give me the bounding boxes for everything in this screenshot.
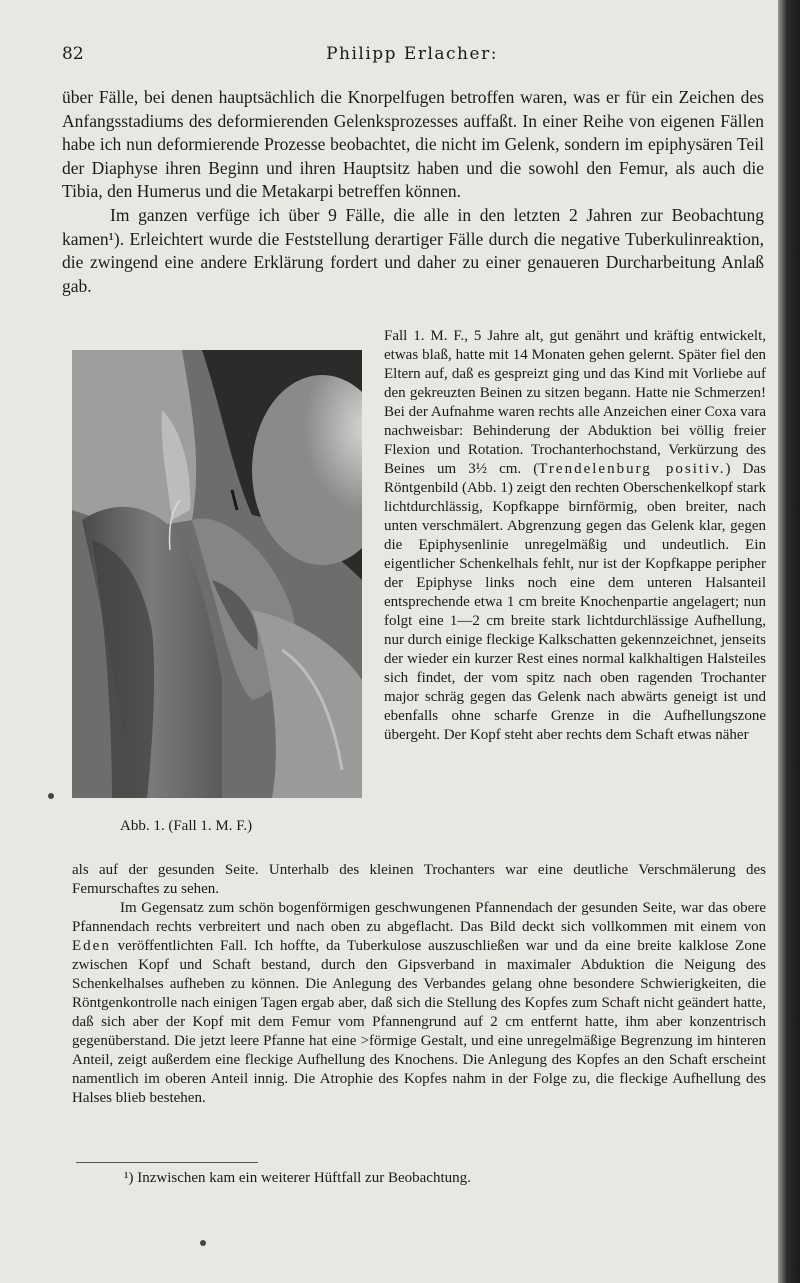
author-name-eden: Eden (72, 938, 111, 954)
print-speck (200, 1240, 206, 1246)
case-text-spaced: Trendelenburg positiv. (538, 461, 726, 477)
case-paragraph-2-b: veröffentlichten Fall. Ich hoffte, da Tuberkulose auszuschließen war und da eine breite kalklose Zone zwischen Kopf und Schaft bestand, durch den Gipsverband in maximaler Abduktion die Neigung des Schenkelhalses aufheben zu können. Die Anlegung des Verbandes gelang ohne besondere Schwierigkeiten, die Röntgenkontrolle nach einigen Tagen ergab aber, daß sich die Stellung des Kopfes zum Schaft nicht geändert hatte, daß sich aber der Kopf mit dem Femur vom Pfannengrund auf 2 cm entfernt hatte, ihm aber konzentrisch gegenüberstand. Die jetzt leere Pfanne hat eine >förmige Gestalt, und eine unregelmäßige Begrenzung im hinteren Anteil, zeigt außerdem eine fleckige Aufhellung des Knochens. Die Anlegung des Kopfes an den Schaft erscheint namentlich im oberen Anteil innig. Die Atrophie des Kopfes nahm in der Folge zu, die fleckige Aufhellung des Halses blieb bestehen. (72, 938, 766, 1106)
page-number: 82 (62, 44, 84, 64)
intro-paragraph-1: über Fälle, bei denen hauptsächlich die Knorpelfugen betroffen waren, was er für ein Zeichen des Anfangsstadiums des deformierenden Gelenksprozesses auffaßt. In einer Reihe von eigenen Fällen habe ich nun deformierende Prozesse beobachtet, die nicht im Gelenk, sondern im epiphysären Teil der Diaphyse ihren Beginn und ihren Hauptsitz haben und die sowohl den Femur, als auch die Tibia, den Humerus und die Metakarpi betreffen können. (62, 87, 764, 202)
case-paragraph-2 (72, 899, 766, 1108)
case-paragraph-2-a: Im Gegensatz zum schön bogenförmigen geschwungenen Pfannendach der gesunden Seite, war das obere Pfannendach rechts verbreitert und nach oben zu abgeflacht. Das Bild deckt sich vollkommen mit einem von (72, 900, 766, 935)
intro-text (62, 86, 764, 298)
case-report-text (384, 327, 766, 745)
case-report-continuation (72, 861, 766, 1108)
xray-figure (72, 350, 362, 798)
xray-hip-image (72, 350, 362, 798)
page-header (62, 44, 762, 70)
case-continuation: als auf der gesunden Seite. Unterhalb des kleinen Trochanters war eine deutliche Verschmälerung des Femurschaftes zu sehen. (72, 862, 766, 897)
print-speck (48, 793, 54, 799)
running-head: Philipp Erlacher: (326, 44, 498, 64)
intro-paragraph-2: Im ganzen verfüge ich über 9 Fälle, die alle in den letzten 2 Jahren zur Beobachtung kamen¹). Erleichtert wurde die Feststellung derartiger Fälle durch die negative Tuberkulinreaktion, die zwingend eine andere Erklärung fordert und daher zu einer genaueren Durcharbeitung Anlaß gab. (62, 204, 764, 296)
footnote: ¹) Inzwischen kam ein weiterer Hüftfall zur Beobachtung. (124, 1170, 471, 1186)
footnote-divider (76, 1162, 258, 1163)
case-text-part2: ) Das Röntgenbild (Abb. 1) zeigt den rechten Oberschenkelkopf stark lichtdurchlässig, Kopfkappe birnförmig, oben breiter, nach unten verschmälert. Abgrenzung gegen das Gelenk klar, gegen die Epiphysenlinie unregelmäßig und undeutlich. Ein eigentlicher Schenkelhals fehlt, nur ist der Kopfkappe peripher der Epiphyse links noch eine dem unteren Halsanteil entsprechende etwa 1 cm breite Knochenpartie angelagert; nun folgt eine 1—2 cm breite stark lichtdurchlässige Aufhellung, nur durch einige fleckige Kalkschatten gekennzeichnet, jenseits der wieder ein kurzer Rest eines normal kalkhaltigen Halsteiles sich findet, der vom spitz nach oben ragenden Trochanter major schräg gegen das Gelenk nach abwärts geneigt ist und ebenfalls ohne scharfe Grenze in die Aufhellungszone übergeht. Der Kopf steht aber rechts dem Schaft etwas näher (384, 461, 766, 743)
figure-caption: Abb. 1. (Fall 1. M. F.) (120, 818, 253, 834)
case-text-part1: Fall 1. M. F., 5 Jahre alt, gut genährt und kräftig entwickelt, etwas blaß, hatte mit 14 Monaten gehen gelernt. Später fiel den Eltern auf, daß es gespreizt ging und das Kind mit Vorliebe auf den gekreuzten Beinen zu sitzen begann. Hatte nie Schmerzen! Bei der Aufnahme waren rechts alle Anzeichen einer Coxa vara nachweisbar: Behinderung der Abduktion bei völlig freier Flexion und Rotation. Trochanterhochstand, Verkürzung des Beines um 3½ cm. ( (384, 328, 766, 477)
page-edge-shadow (778, 0, 800, 1283)
